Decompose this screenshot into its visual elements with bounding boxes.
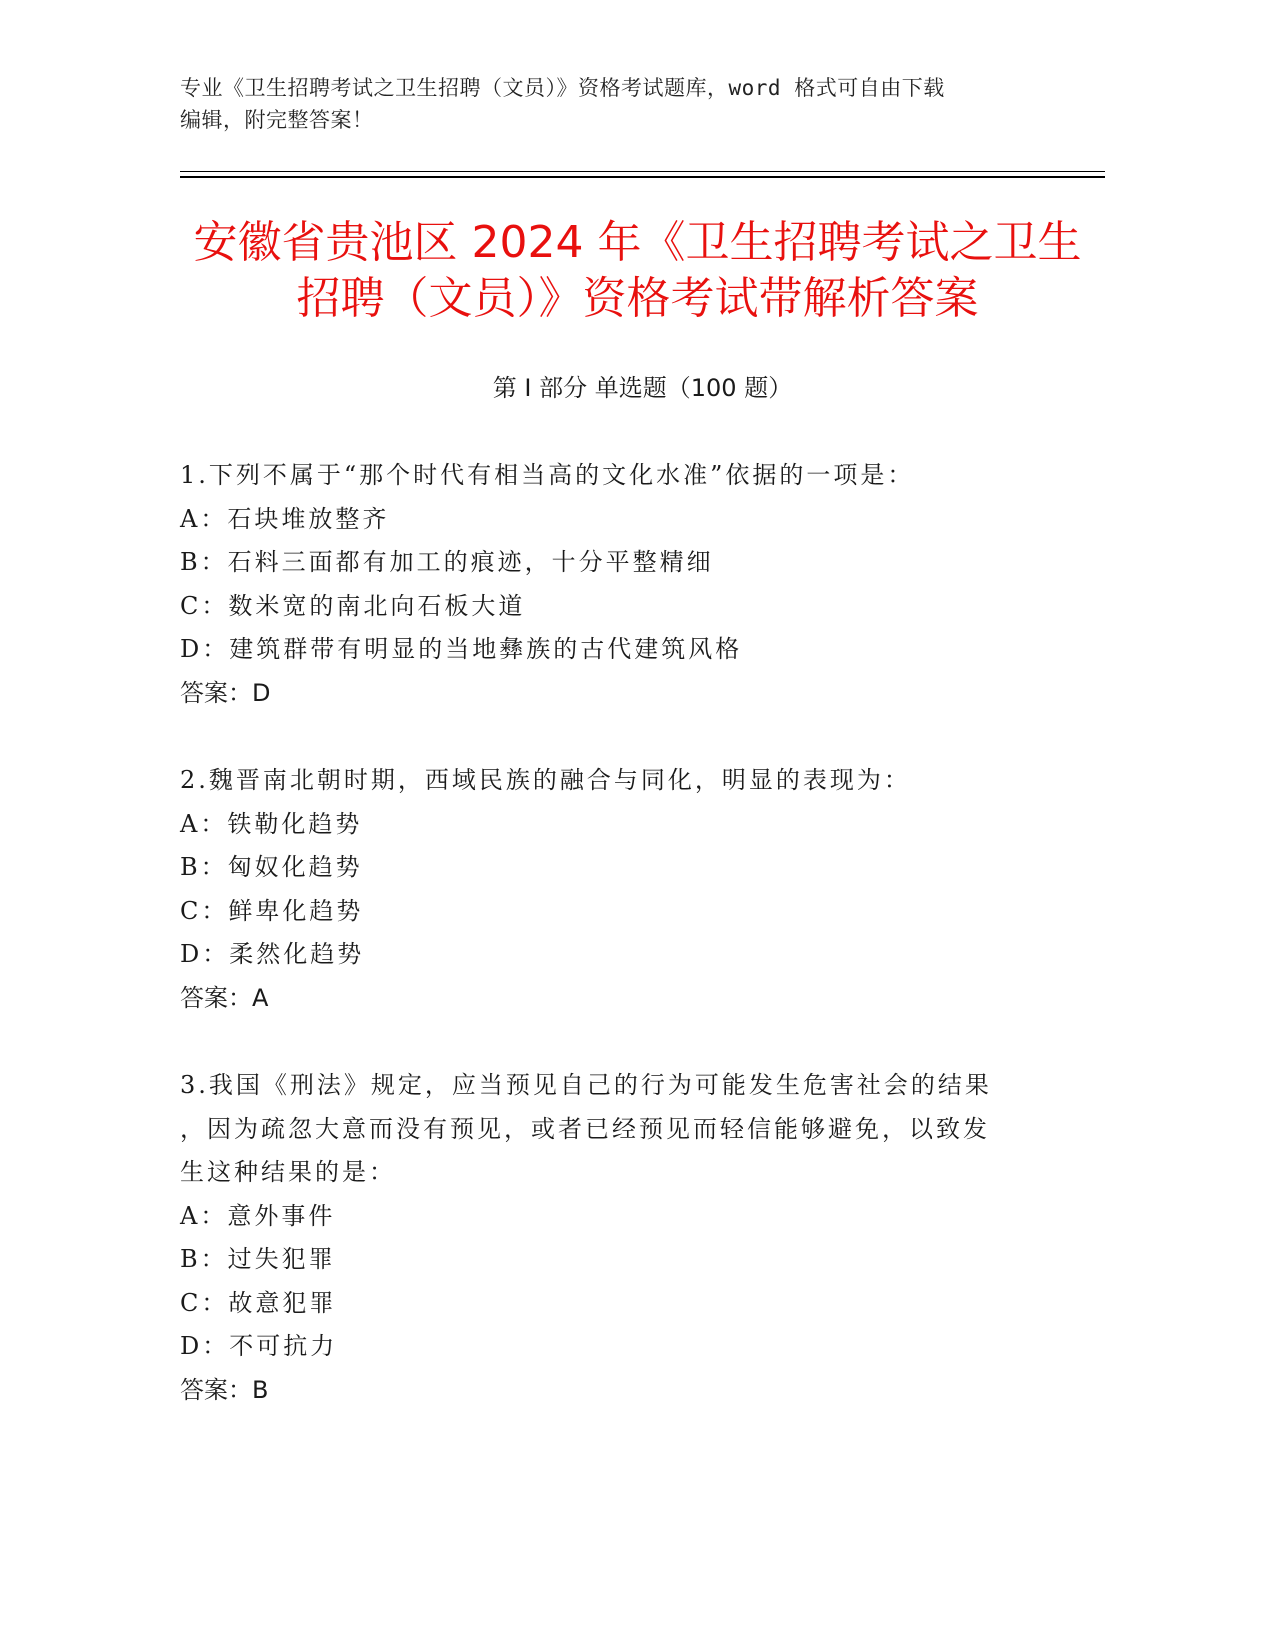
document-title-line-1: 安徽省贵池区 2024 年《卫生招聘考试之卫生: [193, 217, 1082, 268]
question-stem: 1.下列不属于“那个时代有相当高的文化水准”依据的一项是：: [180, 461, 915, 489]
option-a: A：铁勒化趋势: [180, 809, 363, 838]
option-d: D：建筑群带有明显的当地彝族的古代建筑风格: [180, 635, 743, 663]
question-stem-line-2: ，因为疏忽大意而没有预见，或者已经预见而轻信能够避免，以致发: [180, 1114, 990, 1143]
answer-key: 答案：D: [180, 678, 271, 707]
header-note: [180, 72, 1040, 136]
option-b: B：石料三面都有加工的痕迹，十分平整精细: [180, 548, 714, 576]
option-d: D：柔然化趋势: [180, 940, 365, 968]
header-divider-thin: [180, 171, 1105, 172]
option-c: C：故意犯罪: [180, 1288, 337, 1317]
option-b: B：匈奴化趋势: [180, 853, 363, 881]
question-item: [180, 1064, 1040, 1412]
question-item: [180, 759, 1040, 1020]
question-stem-line-1: 3.我国《刑法》规定，应当预见自己的行为可能发生危害社会的结果: [180, 1071, 992, 1099]
option-b: B：过失犯罪: [180, 1245, 336, 1273]
question-stem: 2.魏晋南北朝时期，西域民族的融合与同化，明显的表现为：: [180, 766, 911, 794]
header-note-line-1: 专业《卫生招聘考试之卫生招聘（文员）》资格考试题库，word 格式可自由下载: [180, 76, 945, 100]
section-heading: 第 I 部分 单选题（100 题）: [492, 374, 793, 402]
question-stem-line-3: 生这种结果的是：: [180, 1158, 396, 1186]
header-note-line-2: 编辑，附完整答案！: [180, 108, 374, 132]
document-title-line-2: 招聘（文员）》资格考试带解析答案: [296, 273, 979, 324]
answer-key: 答案：A: [180, 983, 269, 1012]
answer-key: 答案：B: [180, 1375, 269, 1404]
document-title: [150, 215, 1125, 327]
option-a: A：意外事件: [180, 1201, 336, 1230]
question-item: [180, 454, 1040, 715]
option-c: C：鲜卑化趋势: [180, 896, 364, 925]
question-list: [180, 454, 1040, 1456]
option-d: D：不可抗力: [180, 1332, 338, 1360]
header-divider-thick: [180, 176, 1105, 178]
option-a: A：石块堆放整齐: [180, 504, 390, 533]
option-c: C：数米宽的南北向石板大道: [180, 591, 526, 620]
